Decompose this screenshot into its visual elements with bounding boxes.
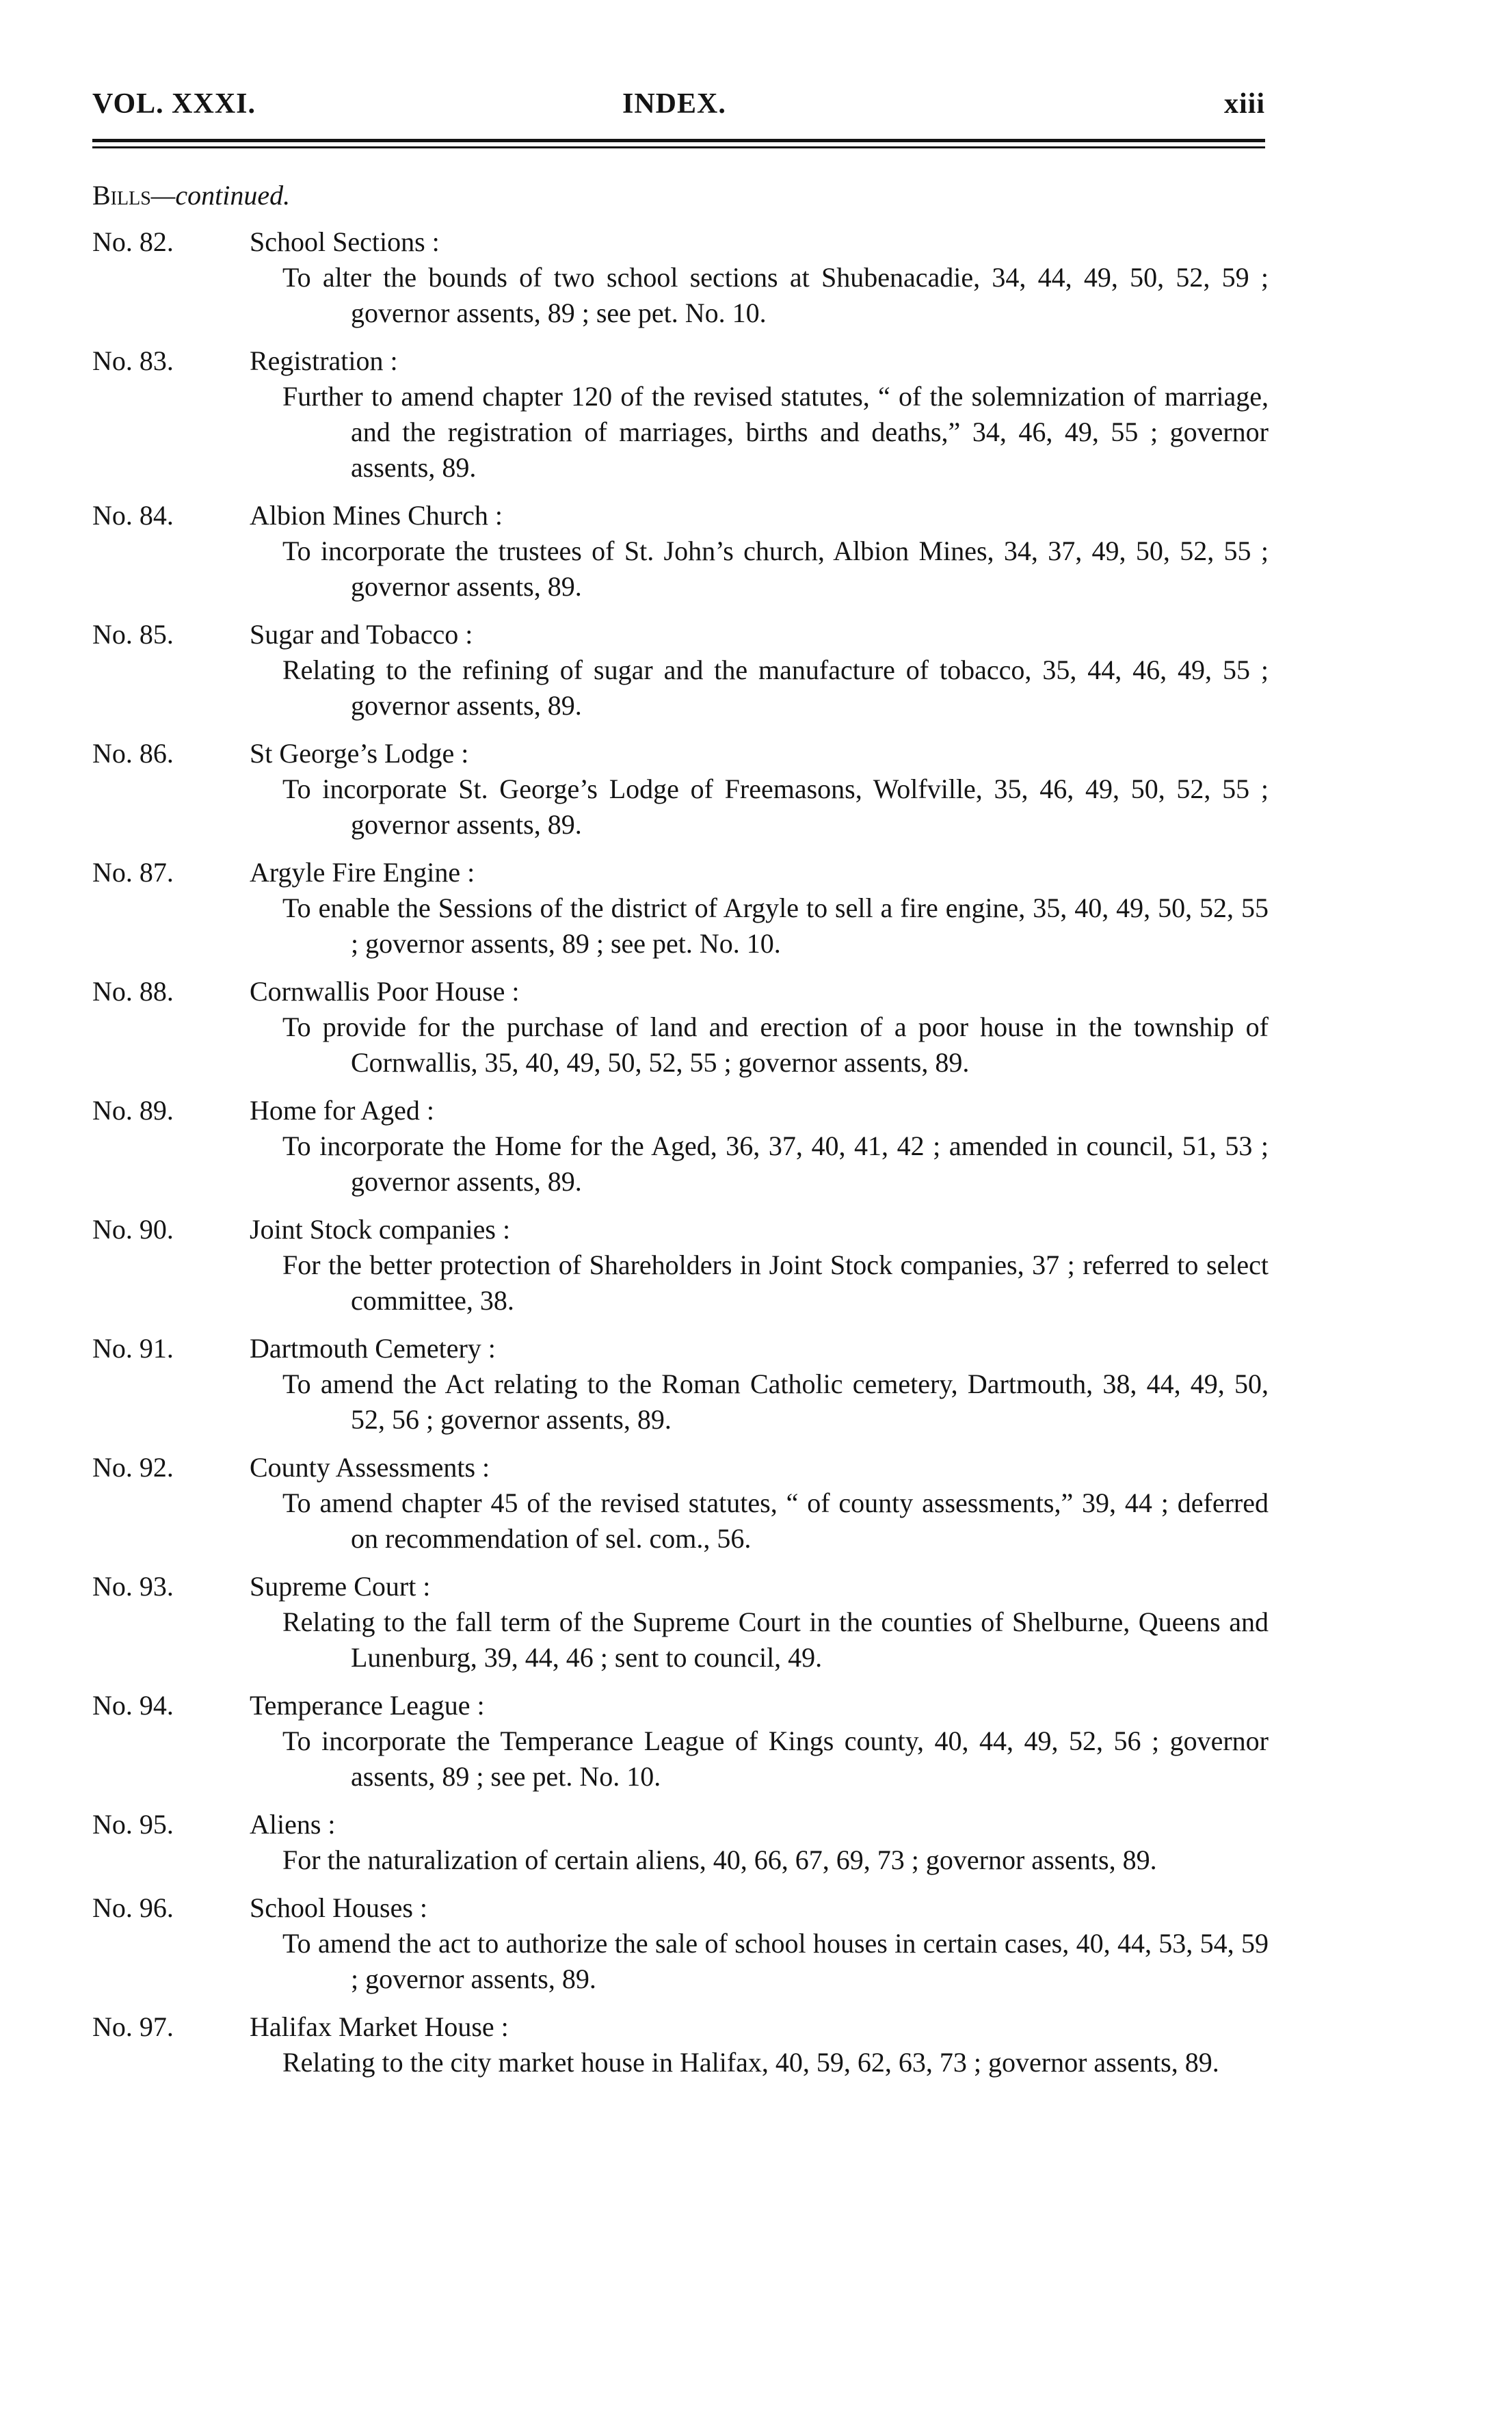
bill-description: Relating to the fall term of the Supreme Court in the counties of Shelburne, Queens and Lunenburg, 39, 44, 46 ; sent to council, 49.: [282, 1606, 1269, 1673]
bill-title: Albion Mines Church :: [250, 500, 503, 531]
bill-body: [250, 974, 1269, 1081]
header-rule-thick: [92, 139, 1265, 142]
bill-number: No. 90.: [92, 1214, 174, 1245]
bill-body: [250, 1688, 1269, 1795]
bill-number: No. 89.: [92, 1095, 174, 1126]
bill-description: Further to amend chapter 120 of the revised statutes, “ of the solemnization of marriage, and the registration of marriages, births and deaths,” 34, 46, 49, 55 ; governor assents, 89.: [282, 381, 1269, 483]
bill-number: No. 91.: [92, 1333, 174, 1364]
bill-description: To alter the bounds of two school sections at Shubenacadie, 34, 44, 49, 50, 52, 59 ; governor assents, 89 ; see pet. No. 10.: [282, 262, 1269, 328]
bill-description: To amend chapter 45 of the revised statutes, “ of county assessments,” 39, 44 ; deferred on recommendation of sel. com., 56.: [282, 1487, 1269, 1554]
bill-title: Home for Aged :: [250, 1095, 434, 1126]
bill-description: To provide for the purchase of land and erection of a poor house in the township of Cornwallis, 35, 40, 49, 50, 52, 55 ; governor assents, 89.: [282, 1011, 1269, 1078]
bill-title: Registration :: [250, 345, 398, 376]
bill-title: St George’s Lodge :: [250, 738, 469, 769]
bill-entry: [92, 1093, 1269, 1200]
bill-entry: [92, 1890, 1269, 1997]
bill-body: [250, 855, 1269, 962]
section-heading-label: Bills: [92, 180, 151, 211]
bill-entry: [92, 1807, 1269, 1878]
bill-number: No. 97.: [92, 2011, 174, 2042]
bill-number: No. 94.: [92, 1690, 174, 1721]
bill-number: No. 83.: [92, 345, 174, 376]
bill-entries-list: [92, 224, 1269, 2093]
bill-entry: [92, 1450, 1269, 1557]
bill-body: [250, 1450, 1269, 1557]
bill-entry: [92, 1569, 1269, 1676]
bill-description: To enable the Sessions of the district of Argyle to sell a fire engine, 35, 40, 49, 50, 52, 55 ; governor assents, 89 ; see pet. No. 10.: [282, 892, 1269, 959]
bill-description: For the better protection of Shareholders in Joint Stock companies, 37 ; referred to select committee, 38.: [282, 1249, 1269, 1316]
section-continued-label: —continued.: [150, 180, 291, 211]
bill-title: County Assessments :: [250, 1452, 490, 1483]
bill-entry: [92, 736, 1269, 843]
bill-body: [250, 1569, 1269, 1676]
bill-body: [250, 224, 1269, 331]
bill-body: [250, 617, 1269, 724]
bill-body: [250, 1890, 1269, 1997]
bill-description: To amend the act to authorize the sale of school houses in certain cases, 40, 44, 53, 54, 59 ; governor assents, 89.: [282, 1928, 1269, 1994]
bill-number: No. 86.: [92, 738, 174, 769]
bill-number: No. 87.: [92, 857, 174, 888]
bill-body: [250, 2009, 1269, 2080]
bill-number: No. 84.: [92, 500, 174, 531]
bill-entry: [92, 855, 1269, 962]
bill-body: [250, 343, 1269, 486]
bill-title: Temperance League :: [250, 1690, 485, 1721]
bill-description: To incorporate the Temperance League of Kings county, 40, 44, 49, 52, 56 ; governor assents, 89 ; see pet. No. 10.: [282, 1725, 1269, 1792]
bill-description: To incorporate the trustees of St. John’s church, Albion Mines, 34, 37, 49, 50, 52, 55 ; governor assents, 89.: [282, 535, 1269, 602]
bill-number: No. 82.: [92, 226, 174, 257]
bill-body: [250, 1093, 1269, 1200]
section-heading: [92, 179, 290, 211]
bill-body: [250, 1807, 1269, 1878]
bill-title: Aliens :: [250, 1809, 336, 1840]
bill-title: School Houses :: [250, 1892, 427, 1923]
bill-body: [250, 736, 1269, 843]
bill-title: Cornwallis Poor House :: [250, 976, 520, 1007]
bill-number: No. 85.: [92, 619, 174, 650]
bill-title: Dartmouth Cemetery :: [250, 1333, 496, 1364]
bill-body: [250, 498, 1269, 605]
page-title: INDEX.: [622, 88, 726, 120]
page-number: xiii: [1223, 88, 1265, 120]
bill-entry: [92, 1331, 1269, 1438]
bill-entry: [92, 1688, 1269, 1795]
bill-title: School Sections :: [250, 226, 440, 257]
bill-description: Relating to the city market house in Halifax, 40, 59, 62, 63, 73 ; governor assents, 89.: [282, 2047, 1219, 2078]
bill-number: No. 92.: [92, 1452, 174, 1483]
bill-entry: [92, 498, 1269, 605]
volume-label: VOL. XXXI.: [92, 88, 256, 120]
bill-body: [250, 1331, 1269, 1438]
bill-entry: [92, 1212, 1269, 1319]
bill-entry: [92, 974, 1269, 1081]
bill-title: Sugar and Tobacco :: [250, 619, 473, 650]
bill-number: No. 93.: [92, 1571, 174, 1602]
bill-description: To amend the Act relating to the Roman Catholic cemetery, Dartmouth, 38, 44, 49, 50, 52, 56 ; governor assents, 89.: [282, 1368, 1269, 1435]
bill-number: No. 96.: [92, 1892, 174, 1923]
bill-description: To incorporate St. George’s Lodge of Freemasons, Wolfville, 35, 46, 49, 50, 52, 55 ; governor assents, 89.: [282, 773, 1269, 840]
bill-description: For the naturalization of certain aliens, 40, 66, 67, 69, 73 ; governor assents, 89.: [282, 1844, 1157, 1875]
bill-title: Supreme Court :: [250, 1571, 431, 1602]
page-header: [92, 88, 1265, 129]
bill-entry: [92, 343, 1269, 486]
bill-title: Joint Stock companies :: [250, 1214, 511, 1245]
bill-entry: [92, 2009, 1269, 2080]
bill-entry: [92, 617, 1269, 724]
bill-title: Argyle Fire Engine :: [250, 857, 475, 888]
bill-number: No. 95.: [92, 1809, 174, 1840]
bill-description: To incorporate the Home for the Aged, 36, 37, 40, 41, 42 ; amended in council, 51, 53 ; governor assents, 89.: [282, 1130, 1269, 1197]
bill-description: Relating to the refining of sugar and the manufacture of tobacco, 35, 44, 46, 49, 55 ; governor assents, 89.: [282, 654, 1269, 721]
bill-title: Halifax Market House :: [250, 2011, 509, 2042]
bill-body: [250, 1212, 1269, 1319]
bill-number: No. 88.: [92, 976, 174, 1007]
bill-entry: [92, 224, 1269, 331]
header-rule-thin: [92, 146, 1265, 148]
